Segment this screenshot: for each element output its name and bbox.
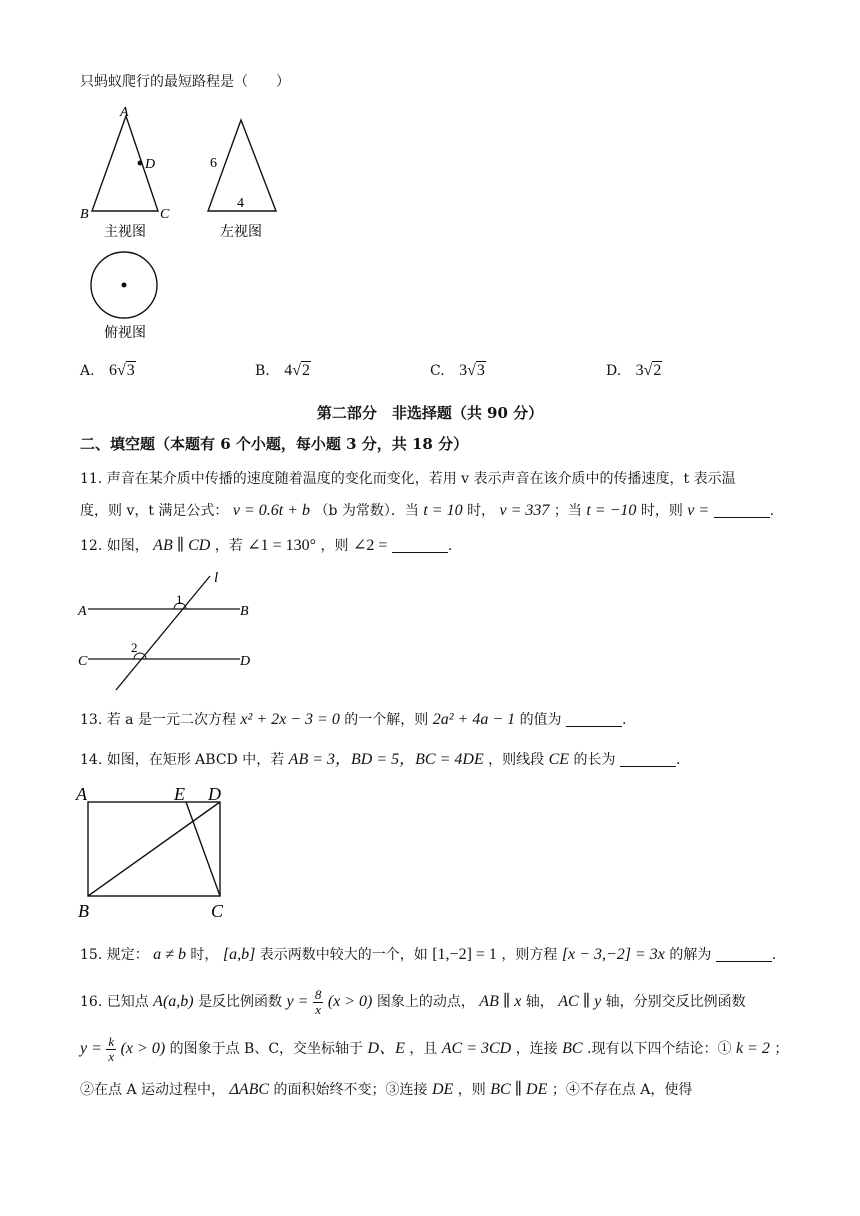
- label-A: A: [120, 105, 129, 120]
- svg-text:A: A: [78, 604, 87, 619]
- q16-line2: y = $\frac{k}{x}$ (x > 0) 的图象于点 B、C，交坐标轴于 D、E ，且 AC = 3CD ，连接 BC .现有以下四个结论：① k = 2 ；: [80, 1033, 789, 1064]
- part2-title: 第二部分 非选择题（共 90 分）: [316, 404, 544, 422]
- q14-answer-blank[interactable]: [620, 752, 676, 767]
- three-views-figure: [70, 100, 370, 340]
- parallel-lines-figure: [74, 566, 274, 696]
- q11-formula: v = 0.6t + b: [232, 502, 311, 519]
- left-view-label: 左视图: [220, 225, 262, 240]
- rectangle-figure: [74, 780, 254, 920]
- svg-text:D: D: [208, 784, 221, 804]
- svg-text:2: 2: [131, 640, 138, 655]
- point-D-dot: [138, 161, 143, 166]
- q12-line: 12. 如图， AB ∥ CD ，若 ∠1 = 130° ，则 ∠2 = .: [80, 537, 453, 554]
- q15-line: 15. 规定： a ≠ b 时， [a,b] 表示两数中较大的一个，如 [1,−2] = 1 ，则方程 [x − 3,−2] = 3x 的解为 .: [80, 946, 777, 963]
- front-view-label: 主视图: [104, 225, 146, 240]
- option-A[interactable]: A. 6√3: [80, 362, 135, 379]
- radicand-B: 2: [301, 362, 310, 379]
- svg-text:C: C: [211, 901, 224, 920]
- svg-text:1: 1: [176, 592, 183, 607]
- q11-line2: 度，则 v，t 满足公式： v = 0.6t + b （b 为常数）．当 t = 10 时， v = 337 ；当 t = −10 时，则 v = .: [80, 502, 775, 519]
- radicand-D: 2: [653, 362, 662, 379]
- svg-text:C: C: [78, 654, 88, 669]
- q15-answer-blank[interactable]: [716, 947, 772, 962]
- q12-answer-blank[interactable]: [392, 538, 448, 553]
- svg-text:E: E: [174, 784, 185, 804]
- q16-line1: 16. 已知点 A(a,b) 是反比例函数 y = $\frac{8}{x}$ (x > 0) 图象上的动点， AB ∥ x 轴， AC ∥ y 轴，分别交反比例函数: [80, 986, 746, 1017]
- radicand-A: 3: [126, 362, 135, 379]
- label-C: C: [160, 207, 170, 222]
- label-D: D: [145, 157, 156, 172]
- q16-line3: ②在点 A 运动过程中， ΔABC 的面积始终不变；③连接 DE ，则 BC ∥ DE ；④不存在点 A，使得: [80, 1081, 693, 1098]
- svg-text:B: B: [78, 901, 89, 920]
- svg-text:D: D: [240, 654, 251, 669]
- q13-answer-blank[interactable]: [566, 712, 622, 727]
- svg-text:l: l: [214, 570, 219, 586]
- q11-answer-blank[interactable]: [714, 503, 770, 518]
- top-view-center-dot: [122, 283, 127, 288]
- top-view-label: 俯视图: [104, 326, 146, 340]
- radicand-C: 3: [476, 362, 485, 379]
- option-C[interactable]: C. 3√3: [430, 362, 485, 379]
- base-length-label: 4: [237, 196, 244, 211]
- svg-text:A: A: [76, 784, 87, 804]
- side-length-label: 6: [210, 156, 217, 171]
- option-B[interactable]: B. 4√2: [255, 362, 310, 379]
- label-B: B: [80, 207, 89, 222]
- option-D[interactable]: D. 3√2: [606, 362, 662, 379]
- q13-line: 13. 若 a 是一元二次方程 x² + 2x − 3 = 0 的一个解，则 2a² + 4a − 1 的值为 .: [80, 711, 627, 728]
- q14-line: 14. 如图，在矩形 ABCD 中，若 AB = 3，BD = 5，BC = 4DE ，则线段 CE 的长为 .: [80, 751, 681, 768]
- section2-title: 二、填空题（本题有 6 个小题，每小题 3 分，共 18 分）: [80, 435, 469, 453]
- q10-tail-text: 只蚂蚁爬行的最短路程是（ ）: [80, 74, 290, 90]
- q11-line1: 11. 声音在某介质中传播的速度随着温度的变化而变化，若用 v 表示声音在该介质中的传播速度，t 表示温: [80, 471, 736, 487]
- svg-text:B: B: [240, 604, 249, 619]
